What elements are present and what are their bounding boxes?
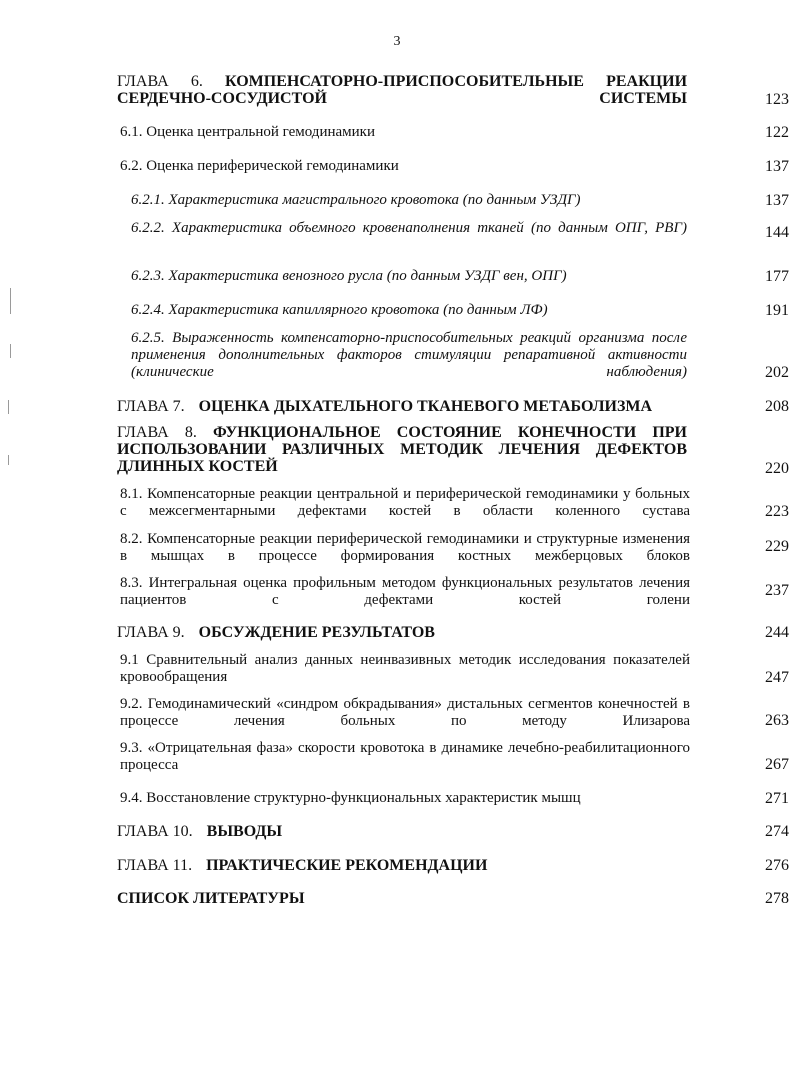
toc-entry-text: 6.2.4. Характеристика капиллярного кровотока (по данным ЛФ) bbox=[131, 302, 548, 318]
toc-page-number: 122 bbox=[765, 124, 789, 141]
toc-page-number: 223 bbox=[765, 503, 789, 520]
toc-entry-text: 9.1 Сравнительный анализ данных неинвазивных методик исследования показателей кровообращения bbox=[120, 652, 690, 685]
chapter-title: КОМПЕНСАТОРНО-ПРИСПОСОБИТЕЛЬНЫЕ РЕАКЦИИ СЕРДЕЧНО-СОСУДИСТОЙ СИСТЕМЫ bbox=[117, 73, 688, 107]
toc-page-number: 202 bbox=[765, 364, 789, 381]
chapter-title: ПРАКТИЧЕСКИЕ РЕКОМЕНДАЦИИ bbox=[206, 857, 488, 874]
toc-page-number: 177 bbox=[765, 268, 789, 285]
toc-entry-text: 6.2.5. Выраженность компенсаторно-приспособительных реакций организма после применения дополнительных факторов стимуляции репаративной активности (клинические наблюдения) bbox=[131, 330, 687, 380]
toc-entry-text bbox=[117, 73, 687, 124]
chapter-title: СПИСОК ЛИТЕРАТУРЫ bbox=[117, 890, 305, 907]
toc-entry-text bbox=[117, 857, 689, 874]
toc-page-number: 237 bbox=[765, 582, 789, 599]
toc-page-number: 274 bbox=[765, 823, 789, 840]
toc-entry-text bbox=[117, 890, 689, 907]
toc-entry-text: 6.2.3. Характеристика венозного русла (по данным УЗДГ вен, ОПГ) bbox=[131, 268, 567, 284]
toc-entry-text: 9.4. Восстановление структурно-функциональных характеристик мышц bbox=[120, 790, 581, 806]
toc-entry-text: 8.2. Компенсаторные реакции периферической гемодинамики и структурные изменения в мышцах в процессе формирования костных межберцовых блоков bbox=[120, 531, 690, 564]
toc-entry-text: 8.3. Интегральная оценка профильным методом функциональных результатов лечения пациентов с дефектами костей голени bbox=[120, 575, 690, 608]
toc-entry-text: 8.1. Компенсаторные реакции центральной и периферической гемодинамики у больных с межсегментарными дефектами костей в области коленного сустава bbox=[120, 486, 690, 519]
toc-page-number: 144 bbox=[765, 224, 789, 241]
toc-entry-text: 6.1. Оценка центральной гемодинамики bbox=[120, 124, 375, 140]
toc-page-number: 271 bbox=[765, 790, 789, 807]
scan-mark bbox=[8, 400, 9, 414]
chapter-label: ГЛАВА 7. bbox=[117, 398, 185, 415]
toc-page-number: 244 bbox=[765, 624, 789, 641]
toc-entry-text: 9.3. «Отрицательная фаза» скорости кровотока в динамике лечебно-реабилитационного процесса bbox=[120, 740, 690, 773]
toc-entry-text: 9.2. Гемодинамический «синдром обкрадывания» дистальных сегментов конечностей в процессе лечения больных по методу Илизарова bbox=[120, 696, 690, 729]
toc-entry-text bbox=[117, 424, 687, 475]
toc-page-number: 276 bbox=[765, 857, 789, 874]
toc-page-number: 220 bbox=[765, 460, 789, 477]
toc-page-number: 208 bbox=[765, 398, 789, 415]
toc-page-number: 267 bbox=[765, 756, 789, 773]
chapter-title: ОЦЕНКА ДЫХАТЕЛЬНОГО ТКАНЕВОГО МЕТАБОЛИЗМА bbox=[198, 398, 653, 415]
chapter-label: ГЛАВА 10. bbox=[117, 823, 193, 840]
toc-page-number: 191 bbox=[765, 302, 789, 319]
toc-page-number: 247 bbox=[765, 669, 789, 686]
toc-page-number: 137 bbox=[765, 158, 789, 175]
toc-page-number: 263 bbox=[765, 712, 789, 729]
toc-entry-text: 6.2.1. Характеристика магистрального кровотока (по данным УЗДГ) bbox=[131, 192, 581, 208]
scan-mark bbox=[8, 455, 9, 465]
chapter-label: ГЛАВА 9. bbox=[117, 624, 185, 641]
chapter-label: ГЛАВА 6. bbox=[117, 73, 203, 90]
chapter-title: ОБСУЖДЕНИЕ РЕЗУЛЬТАТОВ bbox=[198, 624, 435, 641]
toc-entry-text bbox=[117, 624, 689, 641]
toc-page-number: 123 bbox=[765, 91, 789, 108]
chapter-label: ГЛАВА 8. bbox=[117, 424, 197, 441]
toc-page-number: 137 bbox=[765, 192, 789, 209]
toc-entry-text: 6.2.2. Характеристика объемного кровенаполнения тканей (по данным ОПГ, РВГ) bbox=[131, 220, 687, 236]
toc-page-number: 229 bbox=[765, 538, 789, 555]
scan-mark bbox=[10, 344, 11, 358]
toc-page-number: 278 bbox=[765, 890, 789, 907]
page-number: 3 bbox=[393, 34, 401, 49]
toc-entry-text bbox=[117, 398, 689, 415]
toc-entry-text bbox=[117, 823, 689, 840]
scan-mark bbox=[10, 288, 11, 314]
chapter-title: ВЫВОДЫ bbox=[206, 823, 283, 840]
chapter-label: ГЛАВА 11. bbox=[117, 857, 193, 874]
chapter-title: ФУНКЦИОНАЛЬНОЕ СОСТОЯНИЕ КОНЕЧНОСТИ ПРИ ИСПОЛЬЗОВАНИИ РАЗЛИЧНЫХ МЕТОДИК ЛЕЧЕНИЯ ДЕФЕКТОВ ДЛИННЫХ КОСТЕЙ bbox=[117, 424, 687, 475]
toc-entry-text: 6.2. Оценка периферической гемодинамики bbox=[120, 158, 399, 174]
